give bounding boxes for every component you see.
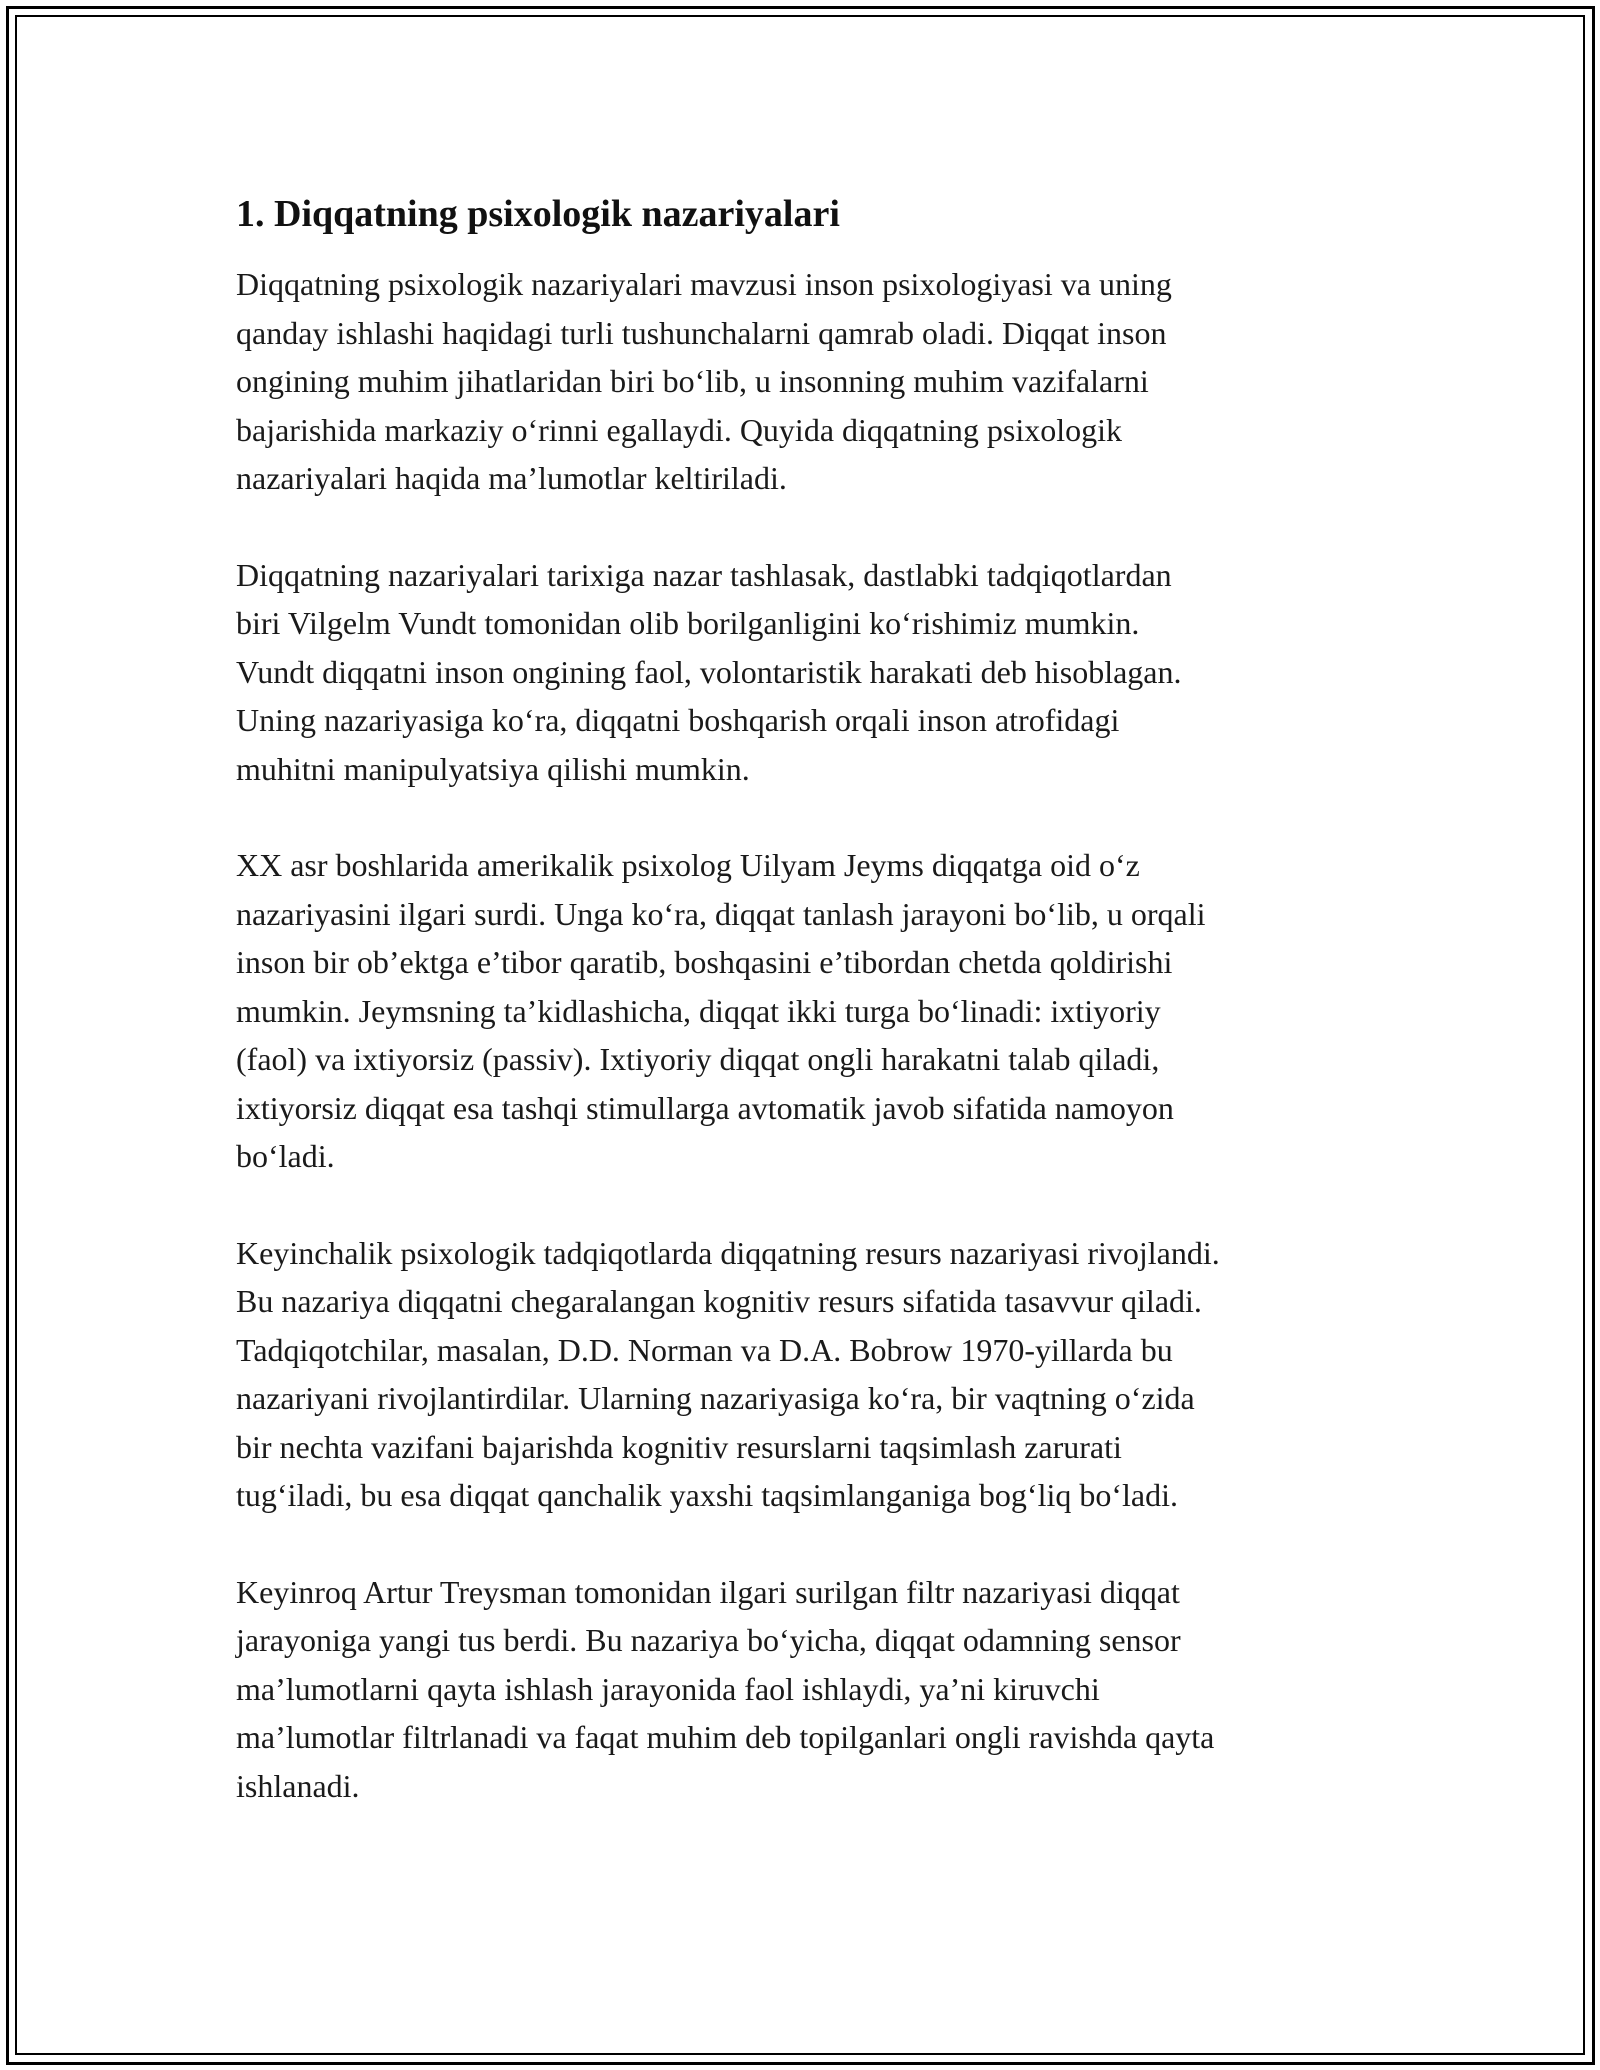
text-line: (faol) va ixtiyorsiz (passiv). Ixtiyoriy diqqat ongli harakatni talab qiladi, (236, 1041, 1160, 1077)
text-line: Vundt diqqatni inson ongining faol, volontaristik harakati deb hisoblagan. (236, 653, 1182, 690)
text-line: Bu nazariya diqqatni chegaralangan kognitiv resurs sifatida tasavvur qiladi. (236, 1283, 1202, 1319)
text-line: ma’lumotlar filtrlanadi va faqat muhim deb topilganlari ongli ravishda qayta (236, 1719, 1215, 1755)
text-line: tug‘iladi, bu esa diqqat qanchalik yaxshi taqsimlanganiga bog‘liq bo‘ladi. (236, 1477, 1178, 1513)
text-line: ixtiyorsiz diqqat esa tashqi stimullarga avtomatik javob sifatida namoyon (236, 1089, 1174, 1126)
text-line: ma’lumotlarni qayta ishlash jarayonida faol ishlaydi, ya’ni kiruvchi (236, 1670, 1100, 1707)
text-line: Diqqatning psixologik nazariyalari mavzusi inson psixologiyasi va uning (236, 266, 1172, 302)
text-line: bajarishida markaziy o‘rinni egallaydi. Quyida diqqatning psixologik (236, 411, 1123, 448)
text-line: ongining muhim jihatlaridan biri bo‘lib, u insonning muhim vazifalarni (236, 363, 1149, 399)
text-line: bo‘ladi. (236, 1138, 335, 1174)
section-heading: 1. Diqqatning psixologik nazariyalari (236, 193, 840, 235)
paragraph-resurs (236, 1229, 1376, 1520)
paragraph-jeyms (236, 841, 1376, 1181)
text-line: Tadqiqotchilar, masalan, D.D. Norman va D.A. Bobrow 1970-yillarda bu (236, 1331, 1173, 1368)
text-line: inson bir ob’ektga e’tibor qaratib, boshqasini e’tibordan chetda qoldirishi (236, 944, 1173, 980)
text-line: mumkin. Jeymsning ta’kidlashicha, diqqat ikki turga bo‘linadi: ixtiyoriy (236, 992, 1161, 1029)
paragraph-vundt (236, 551, 1376, 794)
text-line: qanday ishlashi haqidagi turli tushunchalarni qamrab oladi. Diqqat inson (236, 314, 1167, 351)
paragraph-intro (236, 260, 1376, 503)
text-line: nazariyasini ilgari surdi. Unga ko‘ra, diqqat tanlash jarayoni bo‘lib, u orqali (236, 895, 1206, 932)
paragraph-treysman (236, 1568, 1376, 1811)
text-line: bir nechta vazifani bajarishda kognitiv resurslarni taqsimlash zarurati (236, 1428, 1122, 1465)
text-line: muhitni manipulyatsiya qilishi mumkin. (236, 750, 750, 787)
text-line: nazariyalari haqida ma’lumotlar keltiriladi. (236, 460, 787, 496)
document-body (236, 186, 1376, 1858)
text-line: XX asr boshlarida amerikalik psixolog Uilyam Jeyms diqqatga oid o‘z (236, 847, 1140, 883)
text-line: Diqqatning nazariyalari tarixiga nazar tashlasak, dastlabki tadqiqotlardan (236, 556, 1172, 593)
text-line: Uning nazariyasiga ko‘ra, diqqatni boshqarish orqali inson atrofidagi (236, 702, 1120, 738)
text-line: biri Vilgelm Vundt tomonidan olib borilganligini ko‘rishimiz mumkin. (236, 605, 1140, 641)
text-line: nazariyani rivojlantirdilar. Ularning nazariyasiga ko‘ra, bir vaqtning o‘zida (236, 1380, 1195, 1416)
text-line: jarayoniga yangi tus berdi. Bu nazariya bo‘yicha, diqqat odamning sensor (236, 1622, 1181, 1658)
text-line: Keyinroq Artur Treysman tomonidan ilgari surilgan filtr nazariyasi diqqat (236, 1573, 1180, 1610)
text-line: Keyinchalik psixologik tadqiqotlarda diqqatning resurs nazariyasi rivojlandi. (236, 1234, 1220, 1271)
text-line: ishlanadi. (236, 1767, 360, 1804)
